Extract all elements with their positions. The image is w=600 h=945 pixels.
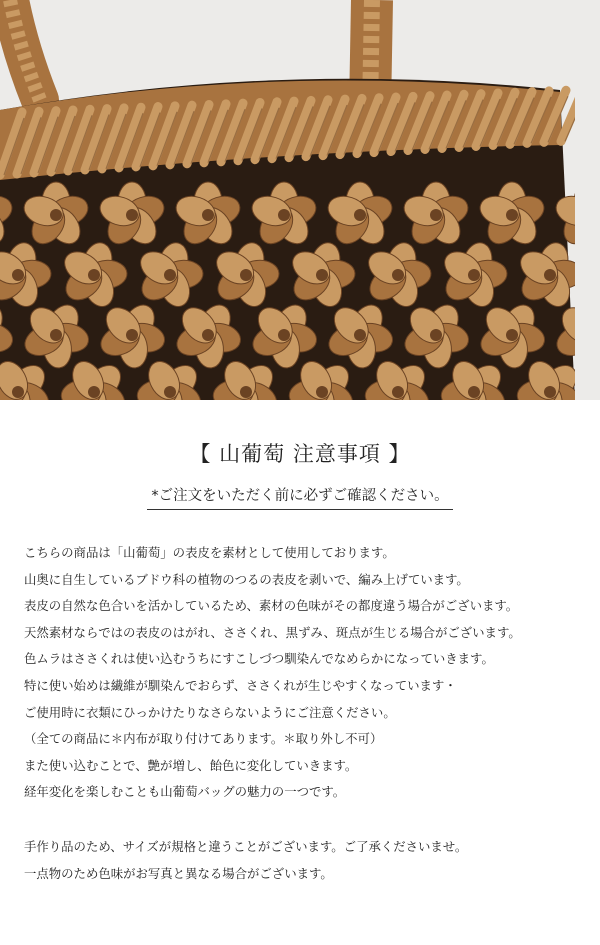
notice-line: 手作り品のため、サイズが規格と違うことがございます。ご了承くださいませ。 (24, 838, 468, 854)
paragraph-gap (24, 806, 594, 834)
notice-line: 特に使い始めは繊維が馴染んでおらず、ささくれが生じやすくなっています・ (24, 677, 457, 693)
notice-line: 天然素材ならではの表皮のはがれ、ささくれ、黒ずみ、斑点が生じる場合がございます。 (24, 624, 521, 640)
notice-body (24, 540, 594, 887)
notice-line: 山奥に自生しているブドウ科の植物のつるの表皮を剥いで、編み上げています。 (24, 571, 469, 587)
notice-line: こちらの商品は「山葡萄」の表皮を素材として使用しております。 (24, 545, 395, 560)
notice-line: また使い込むことで、艶が増し、飴色に変化していきます。 (24, 757, 358, 773)
woven-basket-image (0, 0, 600, 400)
notice-line: ご使用時に衣類にひっかけたりなさらないようにご注意ください。 (24, 704, 396, 720)
notice-title: 【 山葡萄 注意事項 】 (189, 442, 411, 466)
notice-subtitle-wrap (0, 485, 600, 510)
notice-line: 一点物のため色味がお写真と異なる場合がございます。 (24, 865, 333, 881)
notice-line: （全ての商品に＊内布が取り付けてあります。＊取り外し不可） (24, 731, 383, 747)
notice-line: 表皮の自然な色合いを活かしているため、素材の色味がその都度違う場合がございます。 (24, 598, 519, 614)
basket-photo (0, 0, 600, 400)
notice-subtitle: *ご注文をいただく前に必ずご確認ください。 (147, 485, 452, 510)
notice-line: 色ムラはささくれは使い込むうちにすこしづつ馴染んでなめらかになっていきます。 (24, 651, 494, 667)
notice-line: 経年変化を楽しむことも山葡萄バッグの魅力の一つです。 (24, 784, 346, 800)
